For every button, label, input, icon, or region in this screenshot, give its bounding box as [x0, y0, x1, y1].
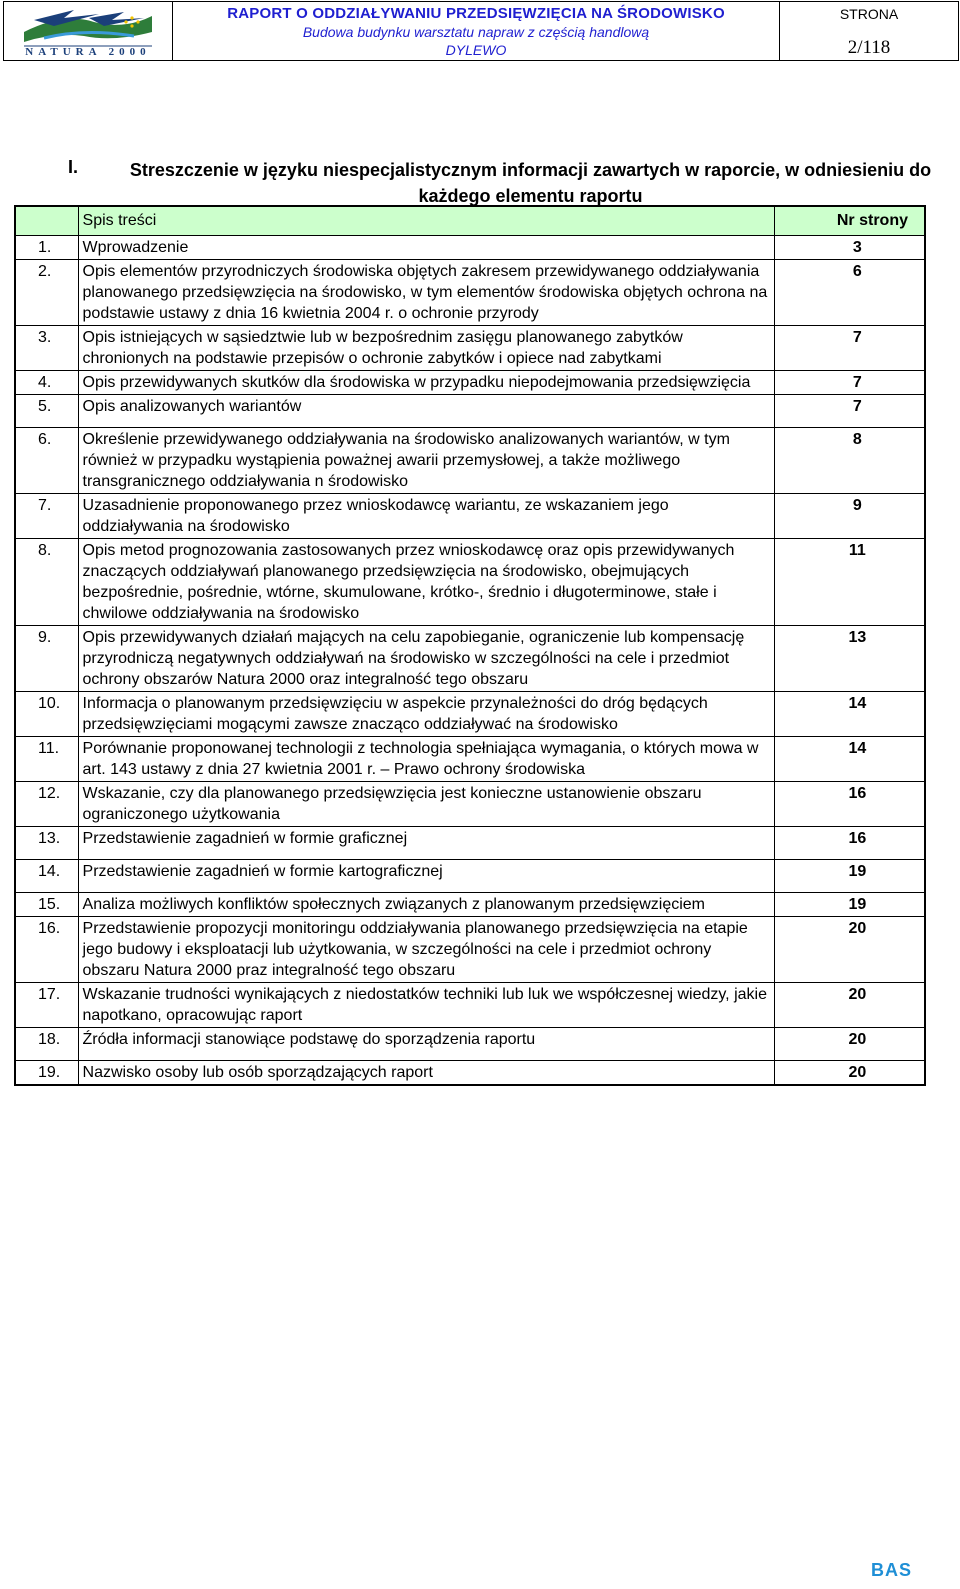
- table-of-contents: [14, 205, 926, 1086]
- toc-row: [15, 983, 925, 1028]
- toc-entry-text: Opis elementów przyrodniczych środowiska objętych zakresem przewidywanego oddziaływania planowanego przedsięwzięcia na środowisko, w tym elementów środowiska objętych ochrona na podstawie ustawy z dnia 16 kwietnia 2004 r. o ochronie przyrody: [78, 260, 774, 326]
- header-title-block: [173, 2, 780, 60]
- toc-entry-page: 16: [774, 782, 925, 827]
- toc-entry-page: 8: [774, 428, 925, 494]
- toc-entry-text: Informacja o planowanym przedsięwzięciu w aspekcie przynależności do dróg będących przedsięwzięciami mogącymi zawsze znacząco oddziaływać na środowisko: [78, 692, 774, 737]
- toc-entry-page: 9: [774, 494, 925, 539]
- page-number: 2/118: [847, 37, 891, 58]
- toc-entry-number: 5.: [15, 395, 78, 428]
- toc-header-page: Nr strony: [774, 206, 925, 236]
- section-title: Streszczenie w języku niespecjalistycznym informacji zawartych w raporcie, w odniesieniu do każdego elementu raportu: [129, 160, 932, 206]
- toc-entry-page: 14: [774, 737, 925, 782]
- natura-2000-logo: [4, 2, 173, 60]
- toc-entry-text: Porównanie proponowanej technologii z technologia spełniająca wymagania, o których mowa w art. 143 ustawy z dnia 27 kwietnia 2001 r. – Prawo ochrony środowiska: [78, 737, 774, 782]
- toc-entry-number: 14.: [15, 860, 78, 893]
- toc-entry-page: 20: [774, 1061, 925, 1086]
- toc-entry-text: Opis przewidywanych skutków dla środowiska w przypadku niepodejmowania przedsięwzięcia: [78, 371, 774, 395]
- toc-entry-page: 11: [774, 539, 925, 626]
- project-name: Budowa budynku warsztatu napraw z częścią handlową: [302, 24, 650, 40]
- toc-entry-text: Wskazanie, czy dla planowanego przedsięwzięcia jest konieczne ustanowienie obszaru ograniczonego użytkowania: [78, 782, 774, 827]
- page-label: STRONA: [839, 6, 899, 22]
- toc-row: [15, 860, 925, 893]
- toc-entry-text: Źródła informacji stanowiące podstawę do sporządzenia raportu: [78, 1028, 774, 1061]
- toc-entry-page: 19: [774, 893, 925, 917]
- toc-entry-number: 17.: [15, 983, 78, 1028]
- toc-row: [15, 782, 925, 827]
- toc-row: [15, 326, 925, 371]
- toc-entry-page: 7: [774, 326, 925, 371]
- toc-entry-page: 7: [774, 371, 925, 395]
- toc-entry-number: 6.: [15, 428, 78, 494]
- toc-row: [15, 1028, 925, 1061]
- toc-entry-page: 6: [774, 260, 925, 326]
- toc-entry-text: Opis istniejących w sąsiedztwie lub w bezpośrednim zasięgu planowanego zabytków chronionych na podstawie przepisów o ochronie zabytków i opiece nad zabytkami: [78, 326, 774, 371]
- toc-entry-page: 19: [774, 860, 925, 893]
- toc-header-blank: [15, 206, 78, 236]
- toc-entry-number: 15.: [15, 893, 78, 917]
- toc-entry-number: 1.: [15, 236, 78, 260]
- toc-row: [15, 395, 925, 428]
- toc-row: [15, 371, 925, 395]
- toc-row: [15, 236, 925, 260]
- toc-entry-text: Analiza możliwych konfliktów społecznych związanych z planowanym przedsięwzięciem: [78, 893, 774, 917]
- toc-entry-page: 20: [774, 983, 925, 1028]
- toc-row: [15, 737, 925, 782]
- toc-entry-page: 14: [774, 692, 925, 737]
- toc-entry-page: 3: [774, 236, 925, 260]
- toc-row: [15, 260, 925, 326]
- toc-entry-text: Opis przewidywanych działań mających na celu zapobieganie, ograniczenie lub kompensację przyrodniczą negatywnych oddziaływań na środowisko w szczególności na cele i przedmiot ochrony obszarów Natura 2000 oraz integralność tego obszaru: [78, 626, 774, 692]
- toc-entry-text: Uzasadnienie proponowanego przez wnioskodawcę wariantu, ze wskazaniem jego oddziaływania na środowisko: [78, 494, 774, 539]
- toc-row: [15, 692, 925, 737]
- toc-entry-text: Wprowadzenie: [78, 236, 774, 260]
- toc-row: [15, 893, 925, 917]
- toc-entry-number: 10.: [15, 692, 78, 737]
- toc-entry-number: 13.: [15, 827, 78, 860]
- toc-entry-text: Wskazanie trudności wynikających z niedostatków techniki lub luk we współczesnej wiedzy, jakie napotkano, opracowując raport: [78, 983, 774, 1028]
- toc-entry-number: 16.: [15, 917, 78, 983]
- toc-entry-number: 8.: [15, 539, 78, 626]
- page-indicator: [780, 2, 958, 60]
- toc-entry-number: 9.: [15, 626, 78, 692]
- toc-entry-page: 20: [774, 917, 925, 983]
- toc-entry-number: 11.: [15, 737, 78, 782]
- toc-entry-page: 16: [774, 827, 925, 860]
- section-number: I.: [68, 157, 79, 177]
- toc-entry-text: Przedstawienie zagadnień w formie graficznej: [78, 827, 774, 860]
- toc-row: [15, 1061, 925, 1086]
- toc-entry-text: Opis metod prognozowania zastosowanych przez wnioskodawcę oraz opis przewidywanych znaczących oddziaływań planowanego przedsięwzięcia na środowisko, obejmujących bezpośrednie, pośrednie, wtórne, skumulowane, krótko-, średnio i długoterminowe, stałe i chwilowe oddziaływania na środowisko: [78, 539, 774, 626]
- toc-entry-text: Nazwisko osoby lub osób sporządzających raport: [78, 1061, 774, 1086]
- toc-entry-number: 19.: [15, 1061, 78, 1086]
- toc-header-row: [15, 206, 925, 236]
- page-header: [3, 1, 959, 61]
- toc-entry-number: 4.: [15, 371, 78, 395]
- toc-header-label: Spis treści: [78, 206, 774, 236]
- toc-row: [15, 827, 925, 860]
- toc-entry-number: 7.: [15, 494, 78, 539]
- toc-entry-number: 18.: [15, 1028, 78, 1061]
- report-title: RAPORT O ODDZIAŁYWANIU PRZEDSIĘWZIĘCIA NA ŚRODOWISKO: [227, 5, 725, 22]
- toc-row: [15, 494, 925, 539]
- toc-entry-number: 12.: [15, 782, 78, 827]
- toc-entry-text: Przedstawienie propozycji monitoringu oddziaływania planowanego przedsięwzięcia na etapie jego budowy i eksploatacji lub użytkowania, w szczególności na cele i przedmiot ochrony obszaru Natura 2000 praz integralność tego obszaru: [78, 917, 774, 983]
- toc-entry-number: 3.: [15, 326, 78, 371]
- toc-entry-page: 7: [774, 395, 925, 428]
- toc-entry-number: 2.: [15, 260, 78, 326]
- toc-row: [15, 539, 925, 626]
- toc-row: [15, 626, 925, 692]
- toc-row: [15, 917, 925, 983]
- toc-row: [15, 428, 925, 494]
- toc-entry-text: Przedstawienie zagadnień w formie kartograficznej: [78, 860, 774, 893]
- toc-entry-text: Opis analizowanych wariantów: [78, 395, 774, 428]
- toc-entry-page: 20: [774, 1028, 925, 1061]
- toc-entry-page: 13: [774, 626, 925, 692]
- logo-text: NATURA 2000: [25, 46, 151, 58]
- project-location: DYLEWO: [445, 42, 507, 58]
- toc-entry-text: Określenie przewidywanego oddziaływania na środowisko analizowanych wariantów, w tym również w przypadku wystąpienia poważnej awarii przemysłowej, a także możliwego transgranicznego oddziaływania n środowisko: [78, 428, 774, 494]
- footer-mark: BAS: [870, 1560, 912, 1580]
